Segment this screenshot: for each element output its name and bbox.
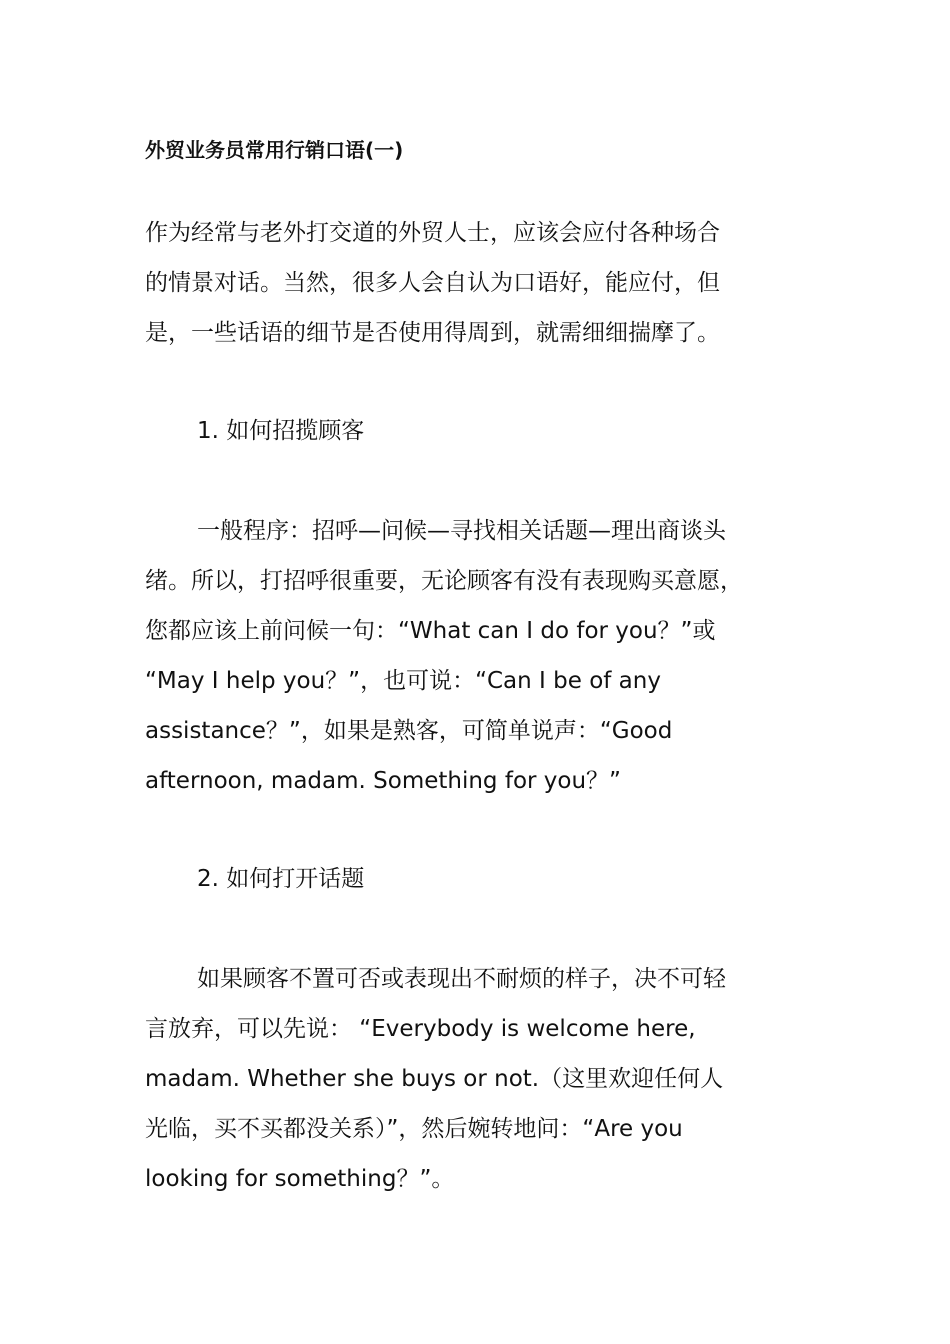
spacer: [145, 358, 815, 406]
section1-line-2: 绪。所以，打招呼很重要，无论顾客有没有表现购买意愿，: [145, 568, 743, 594]
section1-paragraph: [145, 506, 815, 806]
spacer: [145, 456, 815, 506]
spacer: [145, 806, 815, 854]
section1-line-3: 您都应该上前问候一句：“What can I do for you？”或: [145, 618, 716, 644]
section1-line-5: assistance？”，如果是熟客，可简单说声：“Good: [145, 718, 673, 744]
section2-heading: [145, 854, 815, 904]
document-page: [145, 132, 815, 1204]
section2-line-3: madam. Whether she buys or not.（这里欢迎任何人: [145, 1066, 724, 1092]
section2-heading-text: 2. 如何打开话题: [197, 866, 365, 892]
section2-line-2: 言放弃，可以先说： “Everybody is welcome here,: [145, 1016, 696, 1042]
section2-line-1: 如果顾客不置可否或表现出不耐烦的样子，决不可轻: [197, 966, 726, 992]
section1-heading-text: 1. 如何招揽顾客: [197, 418, 365, 444]
spacer: [145, 168, 815, 208]
section1-heading: [145, 406, 815, 456]
section1-line-1: 一般程序：招呼—问候—寻找相关话题—理出商谈头: [197, 518, 726, 544]
section1-line-4: “May I help you？”，也可说：“Can I be of any: [145, 668, 661, 694]
section1-line-6: afternoon, madam. Something for you？”: [145, 768, 621, 794]
intro-line-2: 的情景对话。当然，很多人会自认为口语好，能应付，但: [145, 270, 720, 296]
spacer: [145, 904, 815, 954]
section2-line-4: 光临，买不买都没关系）”，然后婉转地问：“Are you: [145, 1116, 683, 1142]
document-title: 外贸业务员常用行销口语(一): [145, 138, 404, 162]
section2-paragraph: [145, 954, 815, 1204]
intro-line-1: 作为经常与老外打交道的外贸人士，应该会应付各种场合: [145, 220, 720, 246]
intro-paragraph: [145, 208, 815, 358]
section2-line-5: looking for something？”。: [145, 1166, 455, 1192]
intro-line-3: 是，一些话语的细节是否使用得周到，就需细细揣摩了。: [145, 320, 720, 346]
